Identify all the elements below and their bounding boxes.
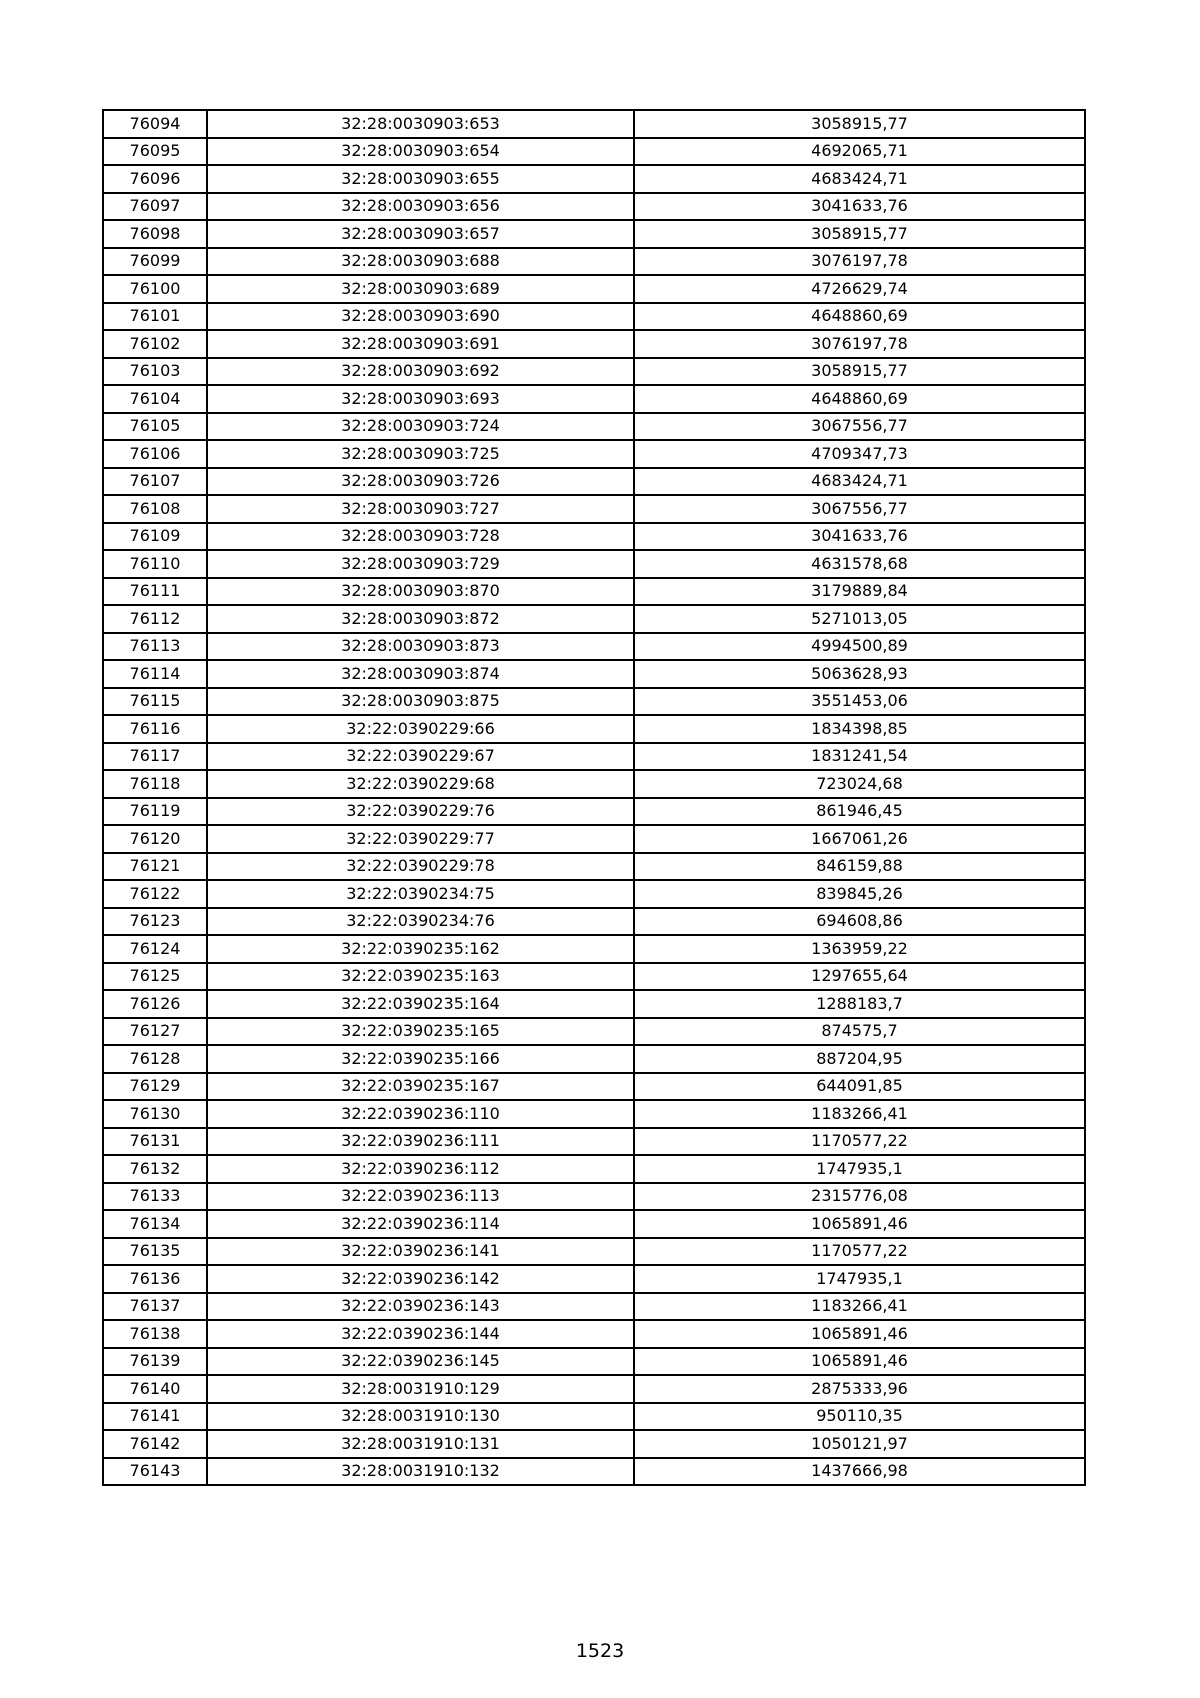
row-number-cell: 76118 — [103, 770, 207, 798]
row-number-cell: 76129 — [103, 1073, 207, 1101]
cadastral-value-cell: 2315776,08 — [634, 1183, 1085, 1211]
table-row — [103, 523, 1085, 551]
cadastral-number-cell: 32:22:0390236:110 — [207, 1100, 634, 1128]
cadastral-number-cell: 32:28:0030903:873 — [207, 633, 634, 661]
cadastral-number-cell: 32:28:0030903:872 — [207, 605, 634, 633]
cadastral-number-cell: 32:28:0030903:655 — [207, 165, 634, 193]
cadastral-number-cell: 32:22:0390236:112 — [207, 1155, 634, 1183]
row-number-cell: 76108 — [103, 495, 207, 523]
table-row — [103, 825, 1085, 853]
table-row — [103, 1375, 1085, 1403]
cadastral-number-cell: 32:28:0030903:875 — [207, 688, 634, 716]
table-row — [103, 963, 1085, 991]
cadastral-number-cell: 32:22:0390236:143 — [207, 1293, 634, 1321]
cadastral-value-cell: 5271013,05 — [634, 605, 1085, 633]
cadastral-value-cell: 1065891,46 — [634, 1348, 1085, 1376]
row-number-cell: 76120 — [103, 825, 207, 853]
cadastral-value-cell: 3041633,76 — [634, 523, 1085, 551]
row-number-cell: 76116 — [103, 715, 207, 743]
cadastral-value-cell: 1297655,64 — [634, 963, 1085, 991]
table-row — [103, 193, 1085, 221]
cadastral-value-cell: 1288183,7 — [634, 990, 1085, 1018]
row-number-cell: 76131 — [103, 1128, 207, 1156]
row-number-cell: 76111 — [103, 578, 207, 606]
row-number-cell: 76140 — [103, 1375, 207, 1403]
cadastral-number-cell: 32:28:0031910:129 — [207, 1375, 634, 1403]
row-number-cell: 76124 — [103, 935, 207, 963]
cadastral-number-cell: 32:22:0390236:144 — [207, 1320, 634, 1348]
cadastral-number-cell: 32:22:0390235:163 — [207, 963, 634, 991]
row-number-cell: 76139 — [103, 1348, 207, 1376]
cadastral-value-cell: 1437666,98 — [634, 1458, 1085, 1486]
row-number-cell: 76107 — [103, 468, 207, 496]
cadastral-number-cell: 32:22:0390229:78 — [207, 853, 634, 881]
table-row — [103, 1155, 1085, 1183]
cadastral-value-cell: 1363959,22 — [634, 935, 1085, 963]
row-number-cell: 76095 — [103, 138, 207, 166]
cadastral-number-cell: 32:28:0030903:691 — [207, 330, 634, 358]
row-number-cell: 76114 — [103, 660, 207, 688]
row-number-cell: 76105 — [103, 413, 207, 441]
cadastral-number-cell: 32:28:0030903:656 — [207, 193, 634, 221]
cadastral-value-cell: 1831241,54 — [634, 743, 1085, 771]
row-number-cell: 76130 — [103, 1100, 207, 1128]
table-row — [103, 1320, 1085, 1348]
cadastral-value-cell: 1747935,1 — [634, 1155, 1085, 1183]
cadastral-value-cell: 694608,86 — [634, 908, 1085, 936]
row-number-cell: 76096 — [103, 165, 207, 193]
table-row — [103, 1348, 1085, 1376]
row-number-cell: 76134 — [103, 1210, 207, 1238]
cadastral-value-cell: 644091,85 — [634, 1073, 1085, 1101]
table-row — [103, 935, 1085, 963]
row-number-cell: 76128 — [103, 1045, 207, 1073]
cadastral-number-cell: 32:22:0390229:77 — [207, 825, 634, 853]
page-number: 1523 — [575, 1640, 625, 1662]
cadastral-value-cell: 1183266,41 — [634, 1100, 1085, 1128]
cadastral-value-cell: 3179889,84 — [634, 578, 1085, 606]
cadastral-number-cell: 32:28:0030903:724 — [207, 413, 634, 441]
table-row — [103, 1045, 1085, 1073]
cadastral-value-cell: 4631578,68 — [634, 550, 1085, 578]
cadastral-value-cell: 887204,95 — [634, 1045, 1085, 1073]
cadastral-number-cell: 32:28:0030903:657 — [207, 220, 634, 248]
row-number-cell: 76127 — [103, 1018, 207, 1046]
cadastral-value-cell: 1050121,97 — [634, 1430, 1085, 1458]
cadastral-number-cell: 32:28:0030903:870 — [207, 578, 634, 606]
row-number-cell: 76101 — [103, 303, 207, 331]
table-row — [103, 110, 1085, 138]
cadastral-number-cell: 32:28:0030903:688 — [207, 248, 634, 276]
cadastral-value-cell: 4726629,74 — [634, 275, 1085, 303]
table-row — [103, 743, 1085, 771]
row-number-cell: 76113 — [103, 633, 207, 661]
cadastral-number-cell: 32:28:0030903:874 — [207, 660, 634, 688]
cadastral-number-cell: 32:22:0390235:167 — [207, 1073, 634, 1101]
cadastral-number-cell: 32:22:0390236:141 — [207, 1238, 634, 1266]
table-row — [103, 1183, 1085, 1211]
table-row — [103, 358, 1085, 386]
row-number-cell: 76141 — [103, 1403, 207, 1431]
cadastral-value-cell: 3058915,77 — [634, 110, 1085, 138]
row-number-cell: 76115 — [103, 688, 207, 716]
row-number-cell: 76094 — [103, 110, 207, 138]
cadastral-value-cell: 874575,7 — [634, 1018, 1085, 1046]
table-row — [103, 908, 1085, 936]
row-number-cell: 76112 — [103, 605, 207, 633]
cadastral-value-cell: 3076197,78 — [634, 330, 1085, 358]
table-row — [103, 1018, 1085, 1046]
cadastral-value-cell: 1834398,85 — [634, 715, 1085, 743]
cadastral-value-table — [102, 109, 1086, 1486]
cadastral-value-cell: 3067556,77 — [634, 495, 1085, 523]
cadastral-number-cell: 32:22:0390236:142 — [207, 1265, 634, 1293]
cadastral-number-cell: 32:22:0390229:68 — [207, 770, 634, 798]
cadastral-number-cell: 32:22:0390236:145 — [207, 1348, 634, 1376]
cadastral-number-cell: 32:28:0030903:728 — [207, 523, 634, 551]
cadastral-number-cell: 32:28:0031910:131 — [207, 1430, 634, 1458]
row-number-cell: 76143 — [103, 1458, 207, 1486]
row-number-cell: 76133 — [103, 1183, 207, 1211]
cadastral-number-cell: 32:22:0390234:76 — [207, 908, 634, 936]
cadastral-value-cell: 1667061,26 — [634, 825, 1085, 853]
cadastral-value-cell: 3076197,78 — [634, 248, 1085, 276]
table-row — [103, 330, 1085, 358]
cadastral-number-cell: 32:28:0030903:654 — [207, 138, 634, 166]
table-row — [103, 798, 1085, 826]
row-number-cell: 76142 — [103, 1430, 207, 1458]
row-number-cell: 76126 — [103, 990, 207, 1018]
table-row — [103, 770, 1085, 798]
cadastral-number-cell: 32:22:0390235:164 — [207, 990, 634, 1018]
row-number-cell: 76117 — [103, 743, 207, 771]
table-row — [103, 275, 1085, 303]
table-row — [103, 880, 1085, 908]
cadastral-value-cell: 3041633,76 — [634, 193, 1085, 221]
table-body — [103, 110, 1085, 1485]
table-row — [103, 1293, 1085, 1321]
row-number-cell: 76110 — [103, 550, 207, 578]
row-number-cell: 76136 — [103, 1265, 207, 1293]
cadastral-value-cell: 4994500,89 — [634, 633, 1085, 661]
table-row — [103, 1265, 1085, 1293]
table-row — [103, 1073, 1085, 1101]
row-number-cell: 76135 — [103, 1238, 207, 1266]
table-row — [103, 550, 1085, 578]
row-number-cell: 76097 — [103, 193, 207, 221]
table-row — [103, 605, 1085, 633]
cadastral-value-cell: 1065891,46 — [634, 1210, 1085, 1238]
cadastral-number-cell: 32:28:0030903:653 — [207, 110, 634, 138]
cadastral-value-cell: 1065891,46 — [634, 1320, 1085, 1348]
table-row — [103, 990, 1085, 1018]
table-row — [103, 220, 1085, 248]
row-number-cell: 76132 — [103, 1155, 207, 1183]
cadastral-number-cell: 32:22:0390229:66 — [207, 715, 634, 743]
cadastral-number-cell: 32:28:0030903:727 — [207, 495, 634, 523]
table-row — [103, 1430, 1085, 1458]
cadastral-value-cell: 1747935,1 — [634, 1265, 1085, 1293]
cadastral-number-cell: 32:22:0390236:114 — [207, 1210, 634, 1238]
table-row — [103, 138, 1085, 166]
cadastral-value-cell: 4683424,71 — [634, 165, 1085, 193]
cadastral-value-cell: 4692065,71 — [634, 138, 1085, 166]
cadastral-number-cell: 32:28:0031910:132 — [207, 1458, 634, 1486]
cadastral-value-cell: 950110,35 — [634, 1403, 1085, 1431]
cadastral-value-cell: 861946,45 — [634, 798, 1085, 826]
table-row — [103, 468, 1085, 496]
cadastral-value-cell: 5063628,93 — [634, 660, 1085, 688]
cadastral-value-cell: 839845,26 — [634, 880, 1085, 908]
table-row — [103, 1458, 1085, 1486]
cadastral-number-cell: 32:22:0390229:67 — [207, 743, 634, 771]
table-row — [103, 688, 1085, 716]
row-number-cell: 76122 — [103, 880, 207, 908]
cadastral-value-cell: 3058915,77 — [634, 220, 1085, 248]
cadastral-value-cell: 4709347,73 — [634, 440, 1085, 468]
cadastral-value-cell: 4683424,71 — [634, 468, 1085, 496]
cadastral-value-cell: 1170577,22 — [634, 1128, 1085, 1156]
table-row — [103, 1403, 1085, 1431]
cadastral-number-cell: 32:28:0031910:130 — [207, 1403, 634, 1431]
table-row — [103, 715, 1085, 743]
table-row — [103, 1100, 1085, 1128]
cadastral-value-cell: 3067556,77 — [634, 413, 1085, 441]
cadastral-number-cell: 32:28:0030903:692 — [207, 358, 634, 386]
table-row — [103, 578, 1085, 606]
cadastral-number-cell: 32:28:0030903:725 — [207, 440, 634, 468]
cadastral-number-cell: 32:28:0030903:726 — [207, 468, 634, 496]
table-row — [103, 853, 1085, 881]
table-row — [103, 413, 1085, 441]
cadastral-number-cell: 32:28:0030903:693 — [207, 385, 634, 413]
cadastral-number-cell: 32:22:0390236:113 — [207, 1183, 634, 1211]
row-number-cell: 76119 — [103, 798, 207, 826]
table-row — [103, 165, 1085, 193]
table-row — [103, 633, 1085, 661]
cadastral-number-cell: 32:22:0390229:76 — [207, 798, 634, 826]
table-row — [103, 303, 1085, 331]
cadastral-number-cell: 32:22:0390234:75 — [207, 880, 634, 908]
table-row — [103, 1238, 1085, 1266]
row-number-cell: 76103 — [103, 358, 207, 386]
row-number-cell: 76102 — [103, 330, 207, 358]
row-number-cell: 76123 — [103, 908, 207, 936]
row-number-cell: 76100 — [103, 275, 207, 303]
cadastral-number-cell: 32:28:0030903:689 — [207, 275, 634, 303]
row-number-cell: 76106 — [103, 440, 207, 468]
cadastral-number-cell: 32:28:0030903:729 — [207, 550, 634, 578]
cadastral-number-cell: 32:22:0390236:111 — [207, 1128, 634, 1156]
cadastral-number-cell: 32:22:0390235:165 — [207, 1018, 634, 1046]
cadastral-value-cell: 723024,68 — [634, 770, 1085, 798]
table-row — [103, 660, 1085, 688]
row-number-cell: 76098 — [103, 220, 207, 248]
row-number-cell: 76138 — [103, 1320, 207, 1348]
cadastral-number-cell: 32:22:0390235:166 — [207, 1045, 634, 1073]
cadastral-value-cell: 3058915,77 — [634, 358, 1085, 386]
cadastral-value-cell: 4648860,69 — [634, 303, 1085, 331]
cadastral-value-cell: 846159,88 — [634, 853, 1085, 881]
table-row — [103, 385, 1085, 413]
row-number-cell: 76137 — [103, 1293, 207, 1321]
table-row — [103, 1210, 1085, 1238]
cadastral-number-cell: 32:22:0390235:162 — [207, 935, 634, 963]
cadastral-value-cell: 3551453,06 — [634, 688, 1085, 716]
table-row — [103, 248, 1085, 276]
cadastral-number-cell: 32:28:0030903:690 — [207, 303, 634, 331]
row-number-cell: 76099 — [103, 248, 207, 276]
table-row — [103, 495, 1085, 523]
cadastral-value-cell: 1183266,41 — [634, 1293, 1085, 1321]
row-number-cell: 76125 — [103, 963, 207, 991]
row-number-cell: 76121 — [103, 853, 207, 881]
cadastral-value-cell: 4648860,69 — [634, 385, 1085, 413]
table-row — [103, 440, 1085, 468]
cadastral-value-cell: 1170577,22 — [634, 1238, 1085, 1266]
table-row — [103, 1128, 1085, 1156]
row-number-cell: 76104 — [103, 385, 207, 413]
cadastral-value-cell: 2875333,96 — [634, 1375, 1085, 1403]
row-number-cell: 76109 — [103, 523, 207, 551]
